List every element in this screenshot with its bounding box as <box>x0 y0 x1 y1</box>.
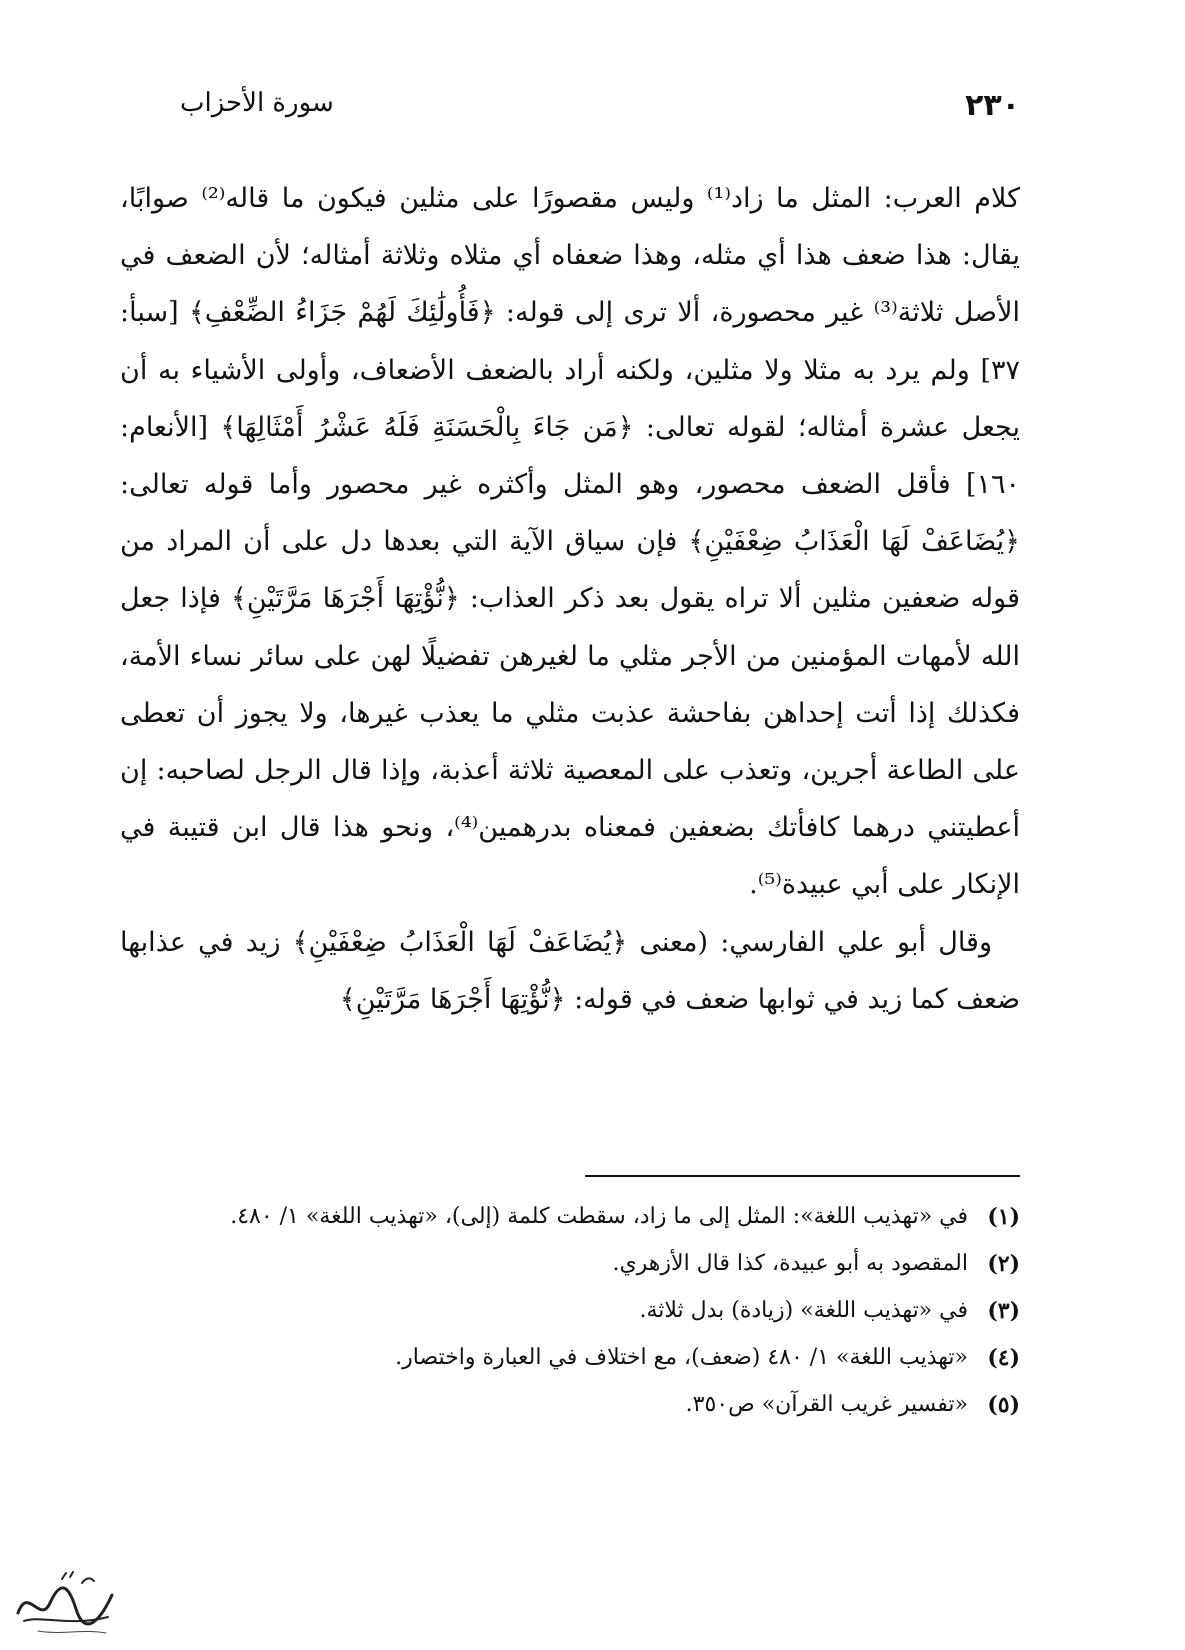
watermark-logo <box>10 1565 120 1640</box>
footnote-text: في «تهذيب اللغة»: المثل إلى ما زاد، سقطت كلمة (إلى)، «تهذيب اللغة» ١/ ٤٨٠. <box>230 1204 968 1229</box>
footnotes <box>120 1198 1020 1433</box>
footnote <box>120 1245 1020 1283</box>
running-title: سورة الأحزاب <box>180 88 334 118</box>
footnote-number: (٥) <box>987 1392 1020 1418</box>
footnote-text: «تفسير غريب القرآن» ص٣٥٠. <box>685 1392 968 1417</box>
footnote-number: (٤) <box>987 1345 1020 1371</box>
footnote <box>120 1198 1020 1236</box>
footnote-number: (٢) <box>987 1251 1020 1277</box>
footnote <box>120 1292 1020 1330</box>
footnote-text: المقصود به أبو عبيدة، كذا قال الأزهري. <box>612 1251 968 1276</box>
footnote-number: (١) <box>987 1204 1020 1230</box>
footnote-text: «تهذيب اللغة» ١/ ٤٨٠ (ضعف)، مع اختلاف في العبارة واختصار. <box>395 1345 968 1370</box>
footnote-number: (٣) <box>987 1298 1020 1324</box>
footnote-text: في «تهذيب اللغة» (زيادة) بدل ثلاثة. <box>639 1298 968 1323</box>
page-header <box>180 88 1020 138</box>
footnote <box>120 1386 1020 1424</box>
footnote <box>120 1339 1020 1377</box>
paragraph: كلام العرب: المثل ما زاد⁽¹⁾ وليس مقصورًا على مثلين فيكون ما قاله⁽²⁾ صوابًا، يقال: هذا ضعف هذا أي مثله، وهذا ضعفاه أي مثلاه وثلاثة أمثاله؛ لأن الضعف في الأصل ثلاثة⁽³⁾ غير محصورة، ألا ترى إلى قوله: ﴿فَأُولَٰئِكَ لَهُمْ جَزَاءُ الضِّعْفِ﴾ [سبأ: ٣٧] ولم يرد به مثلا ولا مثلين، ولكنه أراد بالضعف الأضعاف، وأولى الأشياء به أن يجعل عشرة أمثاله؛ لقوله تعالى: ﴿مَن جَاءَ بِالْحَسَنَةِ فَلَهُ عَشْرُ أَمْثَالِهَا﴾ [الأنعام: ١٦٠] فأقل الضعف محصور، وهو المثل وأكثره غير محصور وأما قوله تعالى: ﴿يُضَاعَفْ لَهَا الْعَذَابُ ضِعْفَيْنِ﴾ فإن سياق الآية التي بعدها دل على أن المراد من قوله ضعفين مثلين ألا تراه يقول بعد ذكر العذاب: ﴿نُّؤْتِهَا أَجْرَهَا مَرَّتَيْنِ﴾ فإذا جعل الله لأمهات المؤمنين من الأجر مثلي ما لغيرهن تفضيلًا لهن على سائر نساء الأمة، فكذلك إذا أتت إحداهن بفاحشة عذبت مثلي ما يعذب غيرها، ولا يجوز أن تعطى على الطاعة أجرين، وتعذب على المعصية ثلاثة أعذبة، وإذا قال الرجل لصاحبه: إن أعطيتني درهما كافأتك بضعفين فمعناه بدرهمين⁽⁴⁾، ونحو هذا قال ابن قتيبة في الإنكار على أبي عبيدة⁽⁵⁾. <box>120 183 1020 901</box>
main-text <box>120 170 1020 1028</box>
paragraph: وقال أبو علي الفارسي: (معنى ﴿يُضَاعَفْ لَهَا الْعَذَابُ ضِعْفَيْنِ﴾ زيد في عذابها ضعف كما زيد في ثوابها ضعف في قوله: ﴿نُّؤْتِهَا أَجْرَهَا مَرَّتَيْنِ﴾ <box>120 926 1020 1015</box>
page-number: ٢٣٠ <box>965 88 1020 123</box>
footnote-divider <box>585 1175 1020 1177</box>
